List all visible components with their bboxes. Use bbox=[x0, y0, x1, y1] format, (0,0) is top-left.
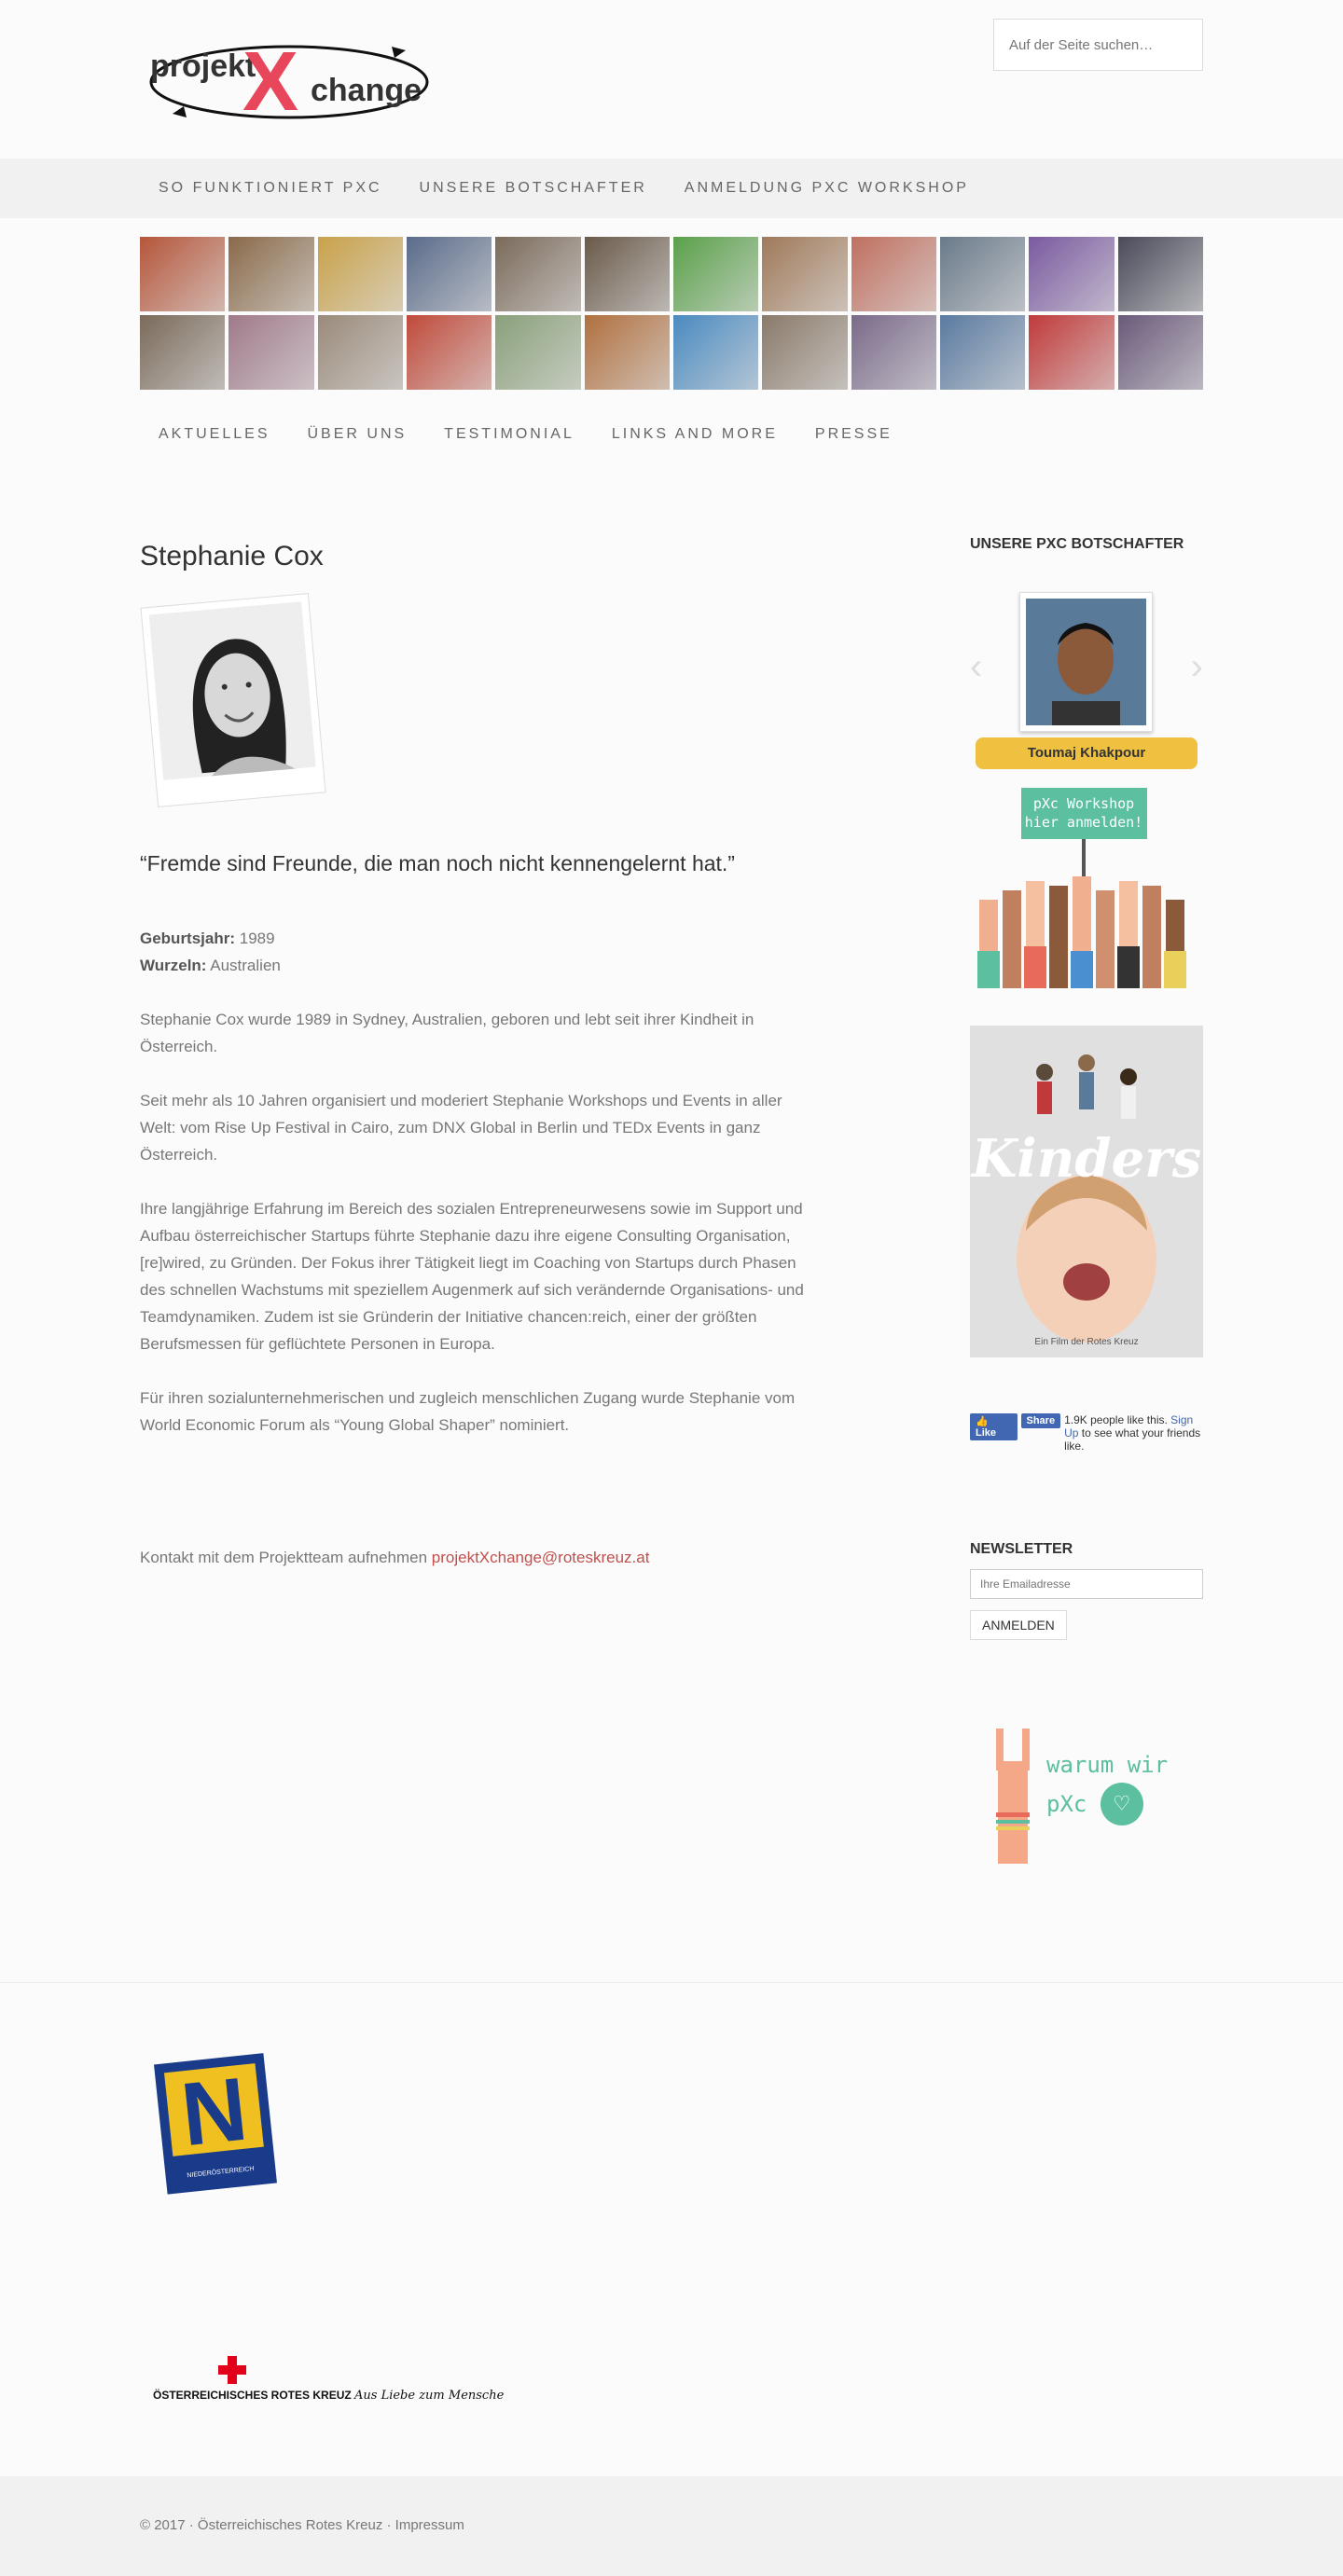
footer-widgets bbox=[0, 1982, 1343, 2476]
bio-paragraph: Seit mehr als 10 Jahren organisiert und moderiert Stephanie Workshops und Events in aller Welt: vom Rise Up Festival in Cairo, zum DNX Global in Berlin und TEDx Events in ganz Österreich. bbox=[140, 1092, 782, 1164]
collage-photo bbox=[585, 237, 670, 311]
facebook-like-button[interactable] bbox=[970, 1413, 1018, 1440]
nav-item-aktuelles[interactable]: AKTUELLES bbox=[159, 426, 270, 442]
quote: “Fremde sind Freunde, die man noch nicht kennengelernt hat.” bbox=[140, 851, 735, 875]
rotes-kreuz-logo[interactable] bbox=[149, 2352, 504, 2408]
facebook-share-button[interactable]: Share bbox=[1021, 1413, 1061, 1428]
collage-photo bbox=[1118, 237, 1203, 311]
facebook-like-count bbox=[1064, 1413, 1203, 1453]
contact-line bbox=[140, 1549, 811, 1567]
site-header bbox=[0, 0, 1343, 158]
main-navigation bbox=[0, 158, 1343, 218]
collage-photo bbox=[762, 237, 847, 311]
roots-label: Wurzeln: bbox=[140, 957, 207, 975]
fb-signup-link[interactable]: Sign Up bbox=[1064, 1413, 1194, 1440]
ambassador-photo[interactable] bbox=[1019, 592, 1153, 732]
newsletter-title: NEWSLETTER bbox=[970, 1541, 1073, 1557]
warum-line1: warum wir bbox=[1046, 1752, 1169, 1778]
site-footer bbox=[0, 2476, 1343, 2576]
collage-photo bbox=[318, 315, 403, 390]
film-poster-kinders[interactable] bbox=[970, 1026, 1203, 1357]
bio-paragraph: Für ihren sozialunternehmerischen und zugleich menschlichen Zugang wurde Stephanie vom World Economic Forum als “Young Global Shaper” nominiert. bbox=[140, 1389, 796, 1435]
nav-item-presse[interactable]: PRESSE bbox=[814, 426, 893, 442]
portrait-photo bbox=[140, 593, 326, 807]
collage-photo bbox=[1029, 237, 1114, 311]
collage-photo bbox=[407, 315, 492, 390]
collage-photo bbox=[673, 315, 758, 390]
nav-item-botschafter[interactable]: UNSERE BOTSCHAFTER bbox=[419, 180, 647, 196]
workshop-banner-line1: pXc Workshop bbox=[1032, 795, 1135, 812]
nav-item-links[interactable]: LINKS AND MORE bbox=[611, 426, 778, 442]
collage-photo bbox=[585, 315, 670, 390]
film-credit: Ein Film der Rotes Kreuz bbox=[1034, 1337, 1139, 1347]
nav-item-anmeldung[interactable]: ANMELDUNG PXC WORKSHOP bbox=[684, 180, 969, 196]
logo-text-projekt: projekt bbox=[150, 48, 256, 84]
photo-collage-banner bbox=[140, 237, 1203, 390]
site-logo[interactable] bbox=[145, 37, 434, 126]
page-title: Stephanie Cox bbox=[140, 541, 324, 572]
fb-like-label: Like bbox=[976, 1427, 997, 1439]
svg-text:N: N bbox=[176, 2059, 252, 2166]
search-input[interactable] bbox=[993, 19, 1203, 71]
bio-paragraph: Stephanie Cox wurde 1989 in Sydney, Australien, geboren und lebt seit ihrer Kindheit in Österreich. bbox=[140, 1011, 755, 1056]
birth-label: Geburtsjahr: bbox=[140, 930, 236, 948]
profile-meta bbox=[140, 925, 811, 979]
birth-value: 1989 bbox=[235, 930, 275, 948]
collage-photo bbox=[851, 315, 936, 390]
newsletter-email-input[interactable] bbox=[970, 1569, 1203, 1599]
warum-wir-pxc-banner[interactable] bbox=[970, 1724, 1203, 1864]
main-content bbox=[140, 541, 811, 1567]
collage-photo bbox=[762, 315, 847, 390]
ambassador-name[interactable]: Toumaj Khakpour bbox=[976, 737, 1198, 769]
collage-photo bbox=[140, 237, 225, 311]
collage-photo bbox=[318, 237, 403, 311]
collage-photo bbox=[673, 237, 758, 311]
collage-photo bbox=[495, 315, 580, 390]
warum-wir-text bbox=[1046, 1747, 1168, 1825]
fb-rest-text: to see what your friends like. bbox=[1064, 1426, 1201, 1453]
nav-item-ueber-uns[interactable]: ÜBER UNS bbox=[307, 426, 408, 442]
workshop-signup-banner[interactable] bbox=[970, 788, 1203, 988]
niederoesterreich-logo[interactable] bbox=[149, 2051, 280, 2196]
collage-photo bbox=[407, 237, 492, 311]
film-title: Kinders bbox=[971, 1128, 1202, 1190]
warum-line2-row bbox=[1046, 1783, 1168, 1825]
collage-photo bbox=[940, 315, 1025, 390]
collage-photo bbox=[495, 237, 580, 311]
collage-photo bbox=[228, 237, 313, 311]
contact-email-link[interactable]: projektXchange@roteskreuz.at bbox=[431, 1549, 650, 1567]
facebook-like-widget bbox=[970, 1413, 1203, 1453]
fb-count-text: 1.9K people like this. bbox=[1064, 1413, 1168, 1426]
workshop-banner-line2: hier anmelden! bbox=[1024, 814, 1143, 831]
newsletter-widget bbox=[970, 1541, 1203, 1640]
collage-photo bbox=[140, 315, 225, 390]
sidebar bbox=[970, 536, 1203, 1864]
warum-line2: pXc bbox=[1046, 1791, 1087, 1817]
nav-item-so-funktioniert[interactable]: SO FUNKTIONIERT PXC bbox=[159, 180, 382, 196]
thumbs-up-icon: 👍 bbox=[976, 1416, 989, 1427]
noe-label: NIEDERÖSTERREICH bbox=[187, 2165, 255, 2180]
logo-text-x: X bbox=[242, 37, 299, 126]
nav-item-testimonial[interactable]: TESTIMONIAL bbox=[444, 426, 575, 442]
rk-name: ÖSTERREICHISCHES ROTES KREUZ bbox=[153, 2389, 352, 2402]
collage-photo bbox=[940, 237, 1025, 311]
bio-paragraph: Ihre langjährige Erfahrung im Bereich des sozialen Entrepreneurwesens sowie im Support und Aufbau österreichischer Startups führte Stephanie dazu ihre eigene Consulting Organisation, [re]wired, zu Gründen. Der Fokus ihrer Tätigkeit liegt im Coaching von Startups durch Phasen des schnellen Wachstums mit speziellem Augenmerk auf sich verändernde Organisations- und Teamdynamiken. Zudem ist sie Gründerin der Initiative chancen:reich, einer der größten Berufsmessen für geflüchtete Personen in Europa. bbox=[140, 1200, 804, 1354]
ambassador-carousel bbox=[970, 564, 1203, 761]
secondary-navigation bbox=[0, 408, 1343, 461]
logo-text-change: change bbox=[311, 73, 422, 108]
collage-photo bbox=[1029, 315, 1114, 390]
collage-photo bbox=[851, 237, 936, 311]
contact-text: Kontakt mit dem Projektteam aufnehmen bbox=[140, 1549, 432, 1567]
roots-value: Australien bbox=[206, 957, 281, 975]
rk-slogan: Aus Liebe zum Menschen. bbox=[354, 2389, 504, 2403]
chevron-right-icon[interactable]: › bbox=[1190, 646, 1203, 687]
chevron-left-icon[interactable]: ‹ bbox=[970, 646, 983, 687]
collage-photo bbox=[1118, 315, 1203, 390]
collage-photo bbox=[228, 315, 313, 390]
newsletter-subscribe-button[interactable]: ANMELDEN bbox=[970, 1610, 1067, 1640]
heart-icon: ♡ bbox=[1101, 1783, 1143, 1825]
ambassadors-widget-title: UNSERE PXC BOTSCHAFTER bbox=[970, 536, 1184, 552]
copyright-text: © 2017 · Österreichisches Rotes Kreuz · Impressum bbox=[140, 2517, 464, 2533]
